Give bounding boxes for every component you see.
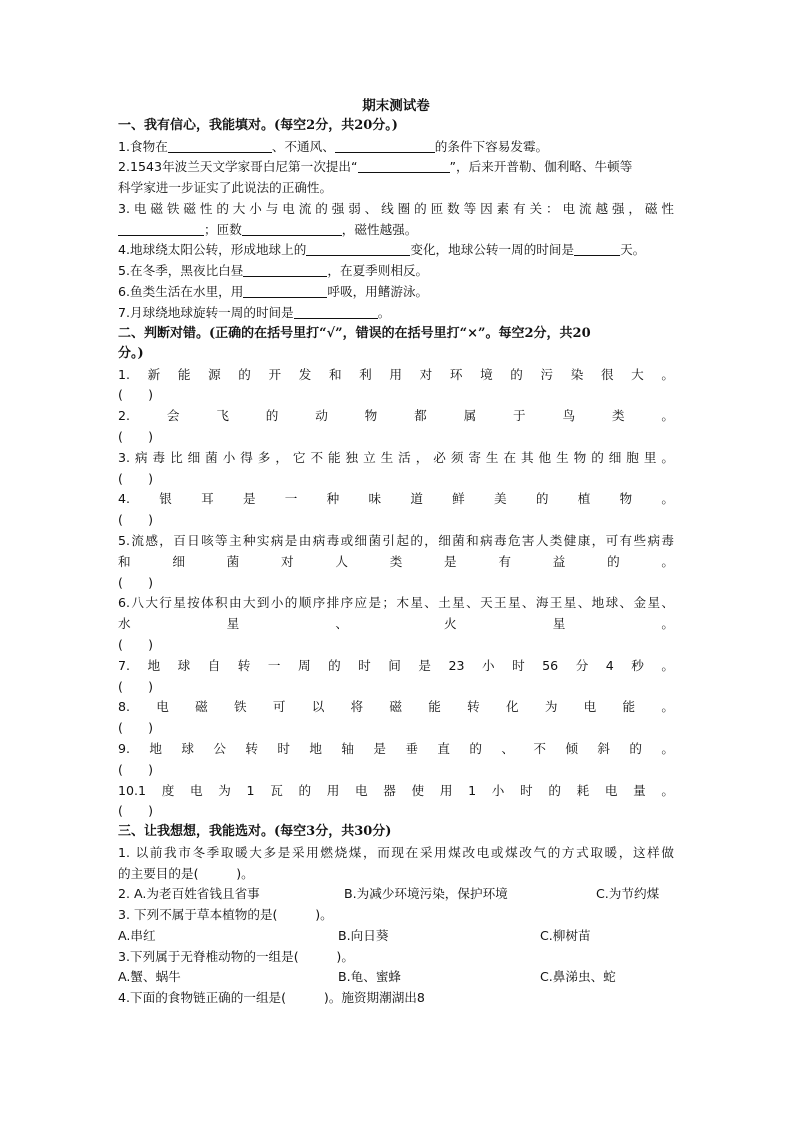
s2-question-5: 5.流感，百日咳等主种实病是由病毒或细菌引起的，细菌和病毒危害人类健康，可有些病毒 (118, 533, 674, 549)
option-a[interactable]: A.串红 (118, 927, 156, 943)
option-a[interactable]: 2. A.为老百姓省钱且省事 (118, 886, 260, 902)
blank[interactable] (335, 138, 435, 153)
option-b[interactable]: B.向日葵 (338, 927, 389, 943)
s1-q1-text-b: 、不通风、 (271, 138, 335, 154)
blank[interactable] (574, 241, 620, 256)
s2-question-4: 4.银耳是一种味道鲜美的植物。 (118, 491, 674, 507)
s1-q1-text-a: 1.食物在 (118, 138, 168, 154)
blank[interactable] (243, 262, 327, 277)
s2-question-10: 10.1度电为1瓦的用电器使用1小时的耗电量。 (118, 782, 674, 798)
s2-question-6-cont: 水星、火星。 (118, 616, 674, 632)
option-c[interactable]: C.为节约煤 (596, 886, 660, 902)
answer-paren[interactable]: ( ) (118, 512, 154, 528)
s1-q6-text-a: 6.鱼类生活在水里，用 (118, 284, 244, 300)
blank[interactable] (294, 304, 378, 319)
s3-q3-options (118, 926, 674, 947)
blank[interactable] (118, 221, 204, 236)
blank[interactable] (243, 283, 327, 298)
s1-q2-text-b: ”，后来开普勒、伽利略、牛顿等 (449, 159, 633, 175)
answer-paren[interactable]: ( ) (118, 574, 154, 590)
section-3-heading: 三、让我想想，我能选对。(每空3分，共30分) (118, 824, 392, 840)
blank[interactable] (306, 241, 410, 256)
blank[interactable] (242, 221, 342, 236)
s1-question-5 (118, 261, 674, 282)
s1-question-1 (118, 137, 674, 158)
option-a[interactable]: A.蟹、蜗牛 (118, 969, 181, 985)
answer-paren[interactable]: ( ) (118, 761, 154, 777)
section-2-heading-cont: 分。) (118, 346, 144, 362)
exam-page (118, 96, 674, 1009)
s1-q7-text-a: 7.月球绕地球旋转一周的时间是 (118, 304, 294, 320)
s3-question-3: 3. 下列不属于草本植物的是( )。 (118, 907, 333, 923)
section-2-heading: 二、判断对错。(正确的在括号里打“√”，错误的在括号里打“×”。每空2分，共20 (118, 325, 591, 341)
blank[interactable] (168, 138, 272, 153)
s1-q1-text-c: 的条件下容易发霉。 (434, 138, 549, 154)
s1-q3-text-b: ；匝数 (204, 221, 242, 237)
s1-question-4 (118, 240, 674, 261)
s1-question-3-cont (118, 220, 674, 241)
section-1-heading: 一、我有信心，我能填对。(每空2分，共20分。) (118, 118, 398, 133)
option-c[interactable]: C.柳树苗 (540, 927, 591, 943)
answer-paren[interactable]: ( ) (118, 637, 154, 653)
s1-q4-text-b: 变化，地球公转一周的时间是 (410, 242, 575, 258)
s3-q3b-options (118, 967, 674, 988)
answer-paren[interactable]: ( ) (118, 470, 154, 486)
option-b[interactable]: B.为减少环境污染，保护环境 (344, 886, 508, 902)
option-c[interactable]: C.鼻涕虫、蛇 (540, 969, 616, 985)
s2-question-1: 1.新能源的开发和利用对环境的污染很大。 (118, 366, 674, 382)
blank[interactable] (358, 158, 450, 173)
answer-paren[interactable]: ( ) (118, 803, 154, 819)
s1-question-6 (118, 282, 674, 303)
s2-question-8: 8.电磁铁可以将磁能转化为电能。 (118, 699, 674, 715)
s1-question-7 (118, 303, 674, 324)
s3-question-4: 4.下面的食物链正确的一组是( )。施资期潮湖出8 (118, 990, 425, 1006)
s3-question-3b: 3.下列属于无脊椎动物的一组是( )。 (118, 948, 354, 964)
answer-paren[interactable]: ( ) (118, 387, 154, 403)
s3-question-1-cont: 的主要目的是( )。 (118, 865, 254, 881)
s1-q7-text-b: 。 (377, 304, 391, 320)
s1-q5-text-a: 5.在冬季，黑夜比白昼 (118, 263, 244, 279)
answer-paren[interactable]: ( ) (118, 678, 154, 694)
option-b[interactable]: B.龟、蜜蜂 (338, 969, 402, 985)
page-title: 期末测试卷 (362, 98, 430, 114)
s3-q1-options (118, 884, 674, 905)
s1-q3-text-c: ，磁性越强。 (341, 221, 418, 237)
answer-paren[interactable]: ( ) (118, 429, 154, 445)
s1-q4-text-c: 天。 (620, 242, 646, 258)
s2-question-9: 9.地球公转时地轴是垂直的、不倾斜的。 (118, 741, 674, 757)
answer-paren[interactable]: ( ) (118, 720, 154, 736)
s1-question-2-cont: 科学家进一步证实了此说法的正确性。 (118, 180, 333, 196)
s1-q4-text-a: 4.地球绕太阳公转，形成地球上的 (118, 242, 307, 258)
s2-question-3: 3.病毒比细菌小得多，它不能独立生活，必须寄生在其他生物的细胞里。 (118, 449, 674, 465)
s2-question-2: 2.会飞的动物都属于鸟类。 (118, 408, 674, 424)
s2-question-6: 6.八大行星按体积由大到小的顺序排序应是；木星、土星、天王星、海王星、地球、金星、 (118, 595, 674, 611)
s3-question-1: 1. 以前我市冬季取暖大多是采用燃烧煤，而现在采用煤改电或煤改气的方式取暖，这样做 (118, 844, 674, 860)
s2-question-5-cont: 和细菌对人类是有益的。 (118, 553, 674, 569)
s1-question-2 (118, 157, 674, 178)
s1-q5-text-b: ，在夏季则相反。 (327, 263, 429, 279)
s1-q6-text-b: 呼吸，用鳍游泳。 (327, 284, 429, 300)
s2-question-7: 7.地球自转一周的时间是23小时56分4秒。 (118, 657, 674, 673)
s1-q2-text-a: 2.1543年波兰天文学家哥白尼第一次提出“ (118, 159, 358, 175)
s1-question-3: 3.电磁铁磁性的大小与电流的强弱、线圈的匝数等因素有关：电流越强，磁性 (118, 200, 674, 216)
